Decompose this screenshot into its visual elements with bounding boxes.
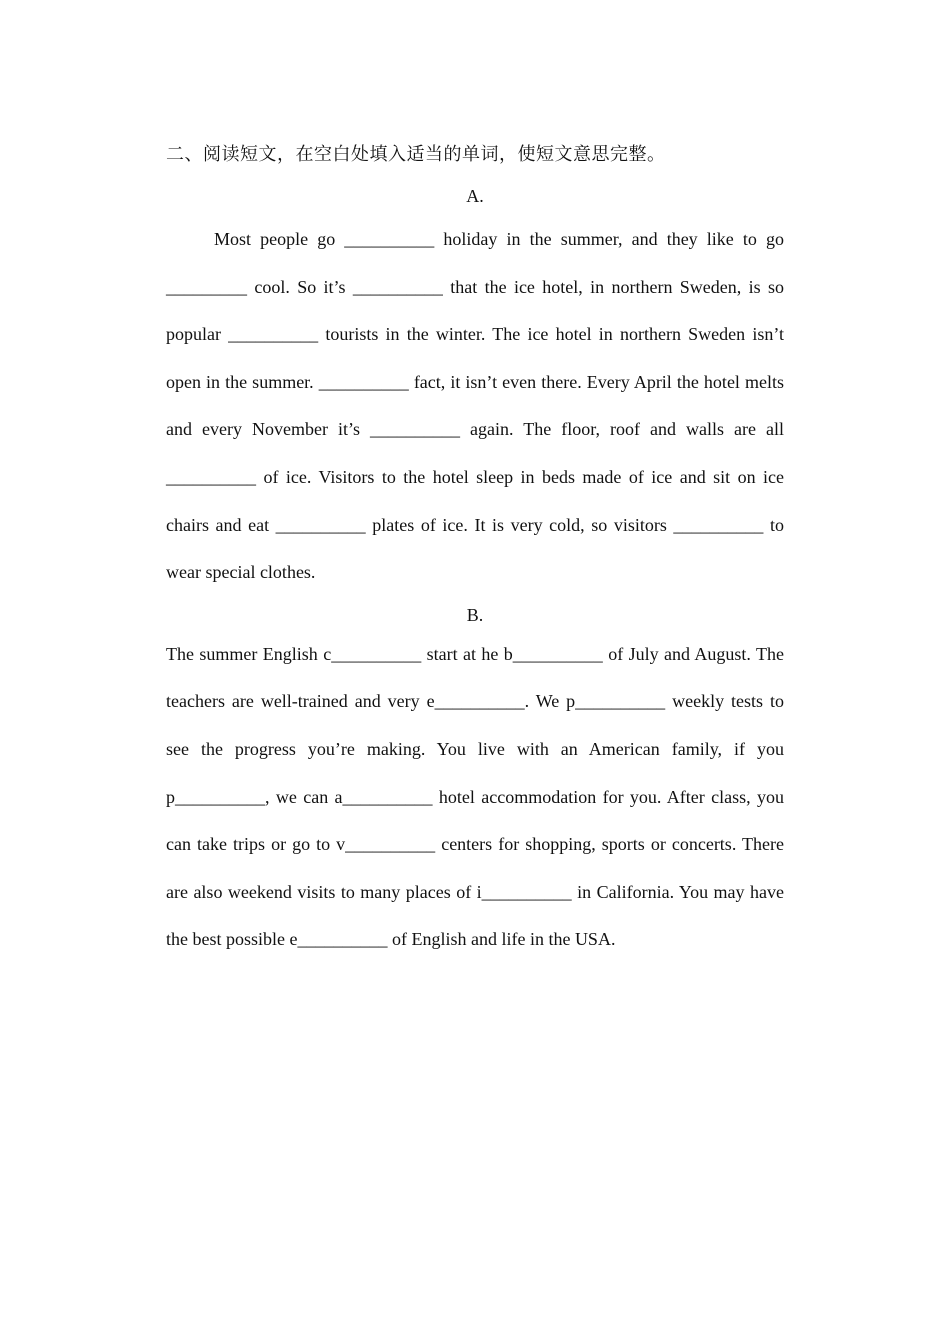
part-b-label: B. (466, 604, 484, 625)
worksheet-page (166, 138, 784, 964)
passage-b: The summer English c__________ start at he b__________ of July and August. The teachers are well-trained and very e__________. We p__________ weekly tests to see the progress you’re making. You live with an American family, if you p__________, we can a__________ hotel accommodation for you. After class, you can take trips or go to v__________ centers for shopping, sports or concerts. There are also weekend visits to many places of i__________ in California. You may have the best possible e__________ of English and life in the USA. (166, 643, 784, 950)
part-a-label: A. (466, 186, 484, 206)
section-heading: 二、阅读短文，在空白处填入适当的单词，使短文意思完整。 (166, 144, 666, 164)
passage-a: Most people go __________ holiday in the summer, and they like to go _________ cool. So it’s __________ that the ice hotel, in northern Sweden, is so popular __________ tourists in the winter. The ice hotel in northern Sweden isn’t open in the summer. __________ fact, it isn’t even there. Every April the hotel melts and every November it’s __________ again. The floor, roof and walls are all __________ of ice. Visitors to the hotel sleep in beds made of ice and sit on ice chairs and eat __________ plates of ice. It is very cold, so visitors __________ to wear special clothes. (166, 229, 784, 583)
